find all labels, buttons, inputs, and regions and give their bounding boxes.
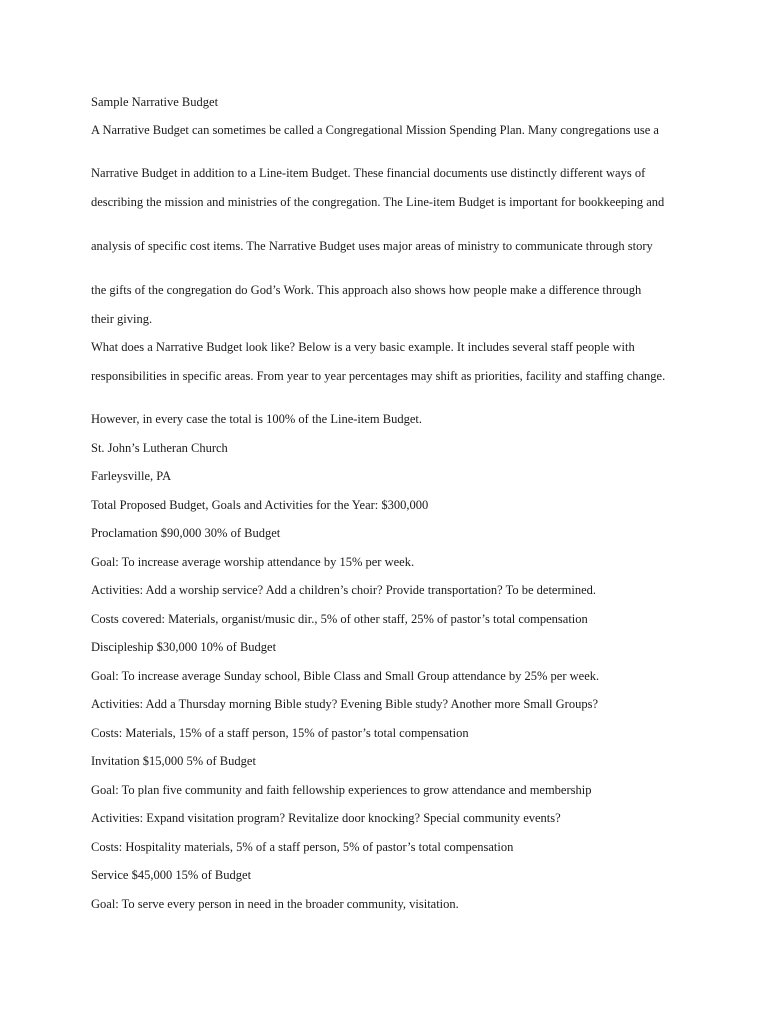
church-location: Farleysville, PA	[91, 469, 172, 483]
paragraph-line: the gifts of the congregation do God’s Work. This approach also shows how people make a difference through	[91, 283, 642, 297]
section-heading-invitation: Invitation $15,000 5% of Budget	[91, 754, 256, 768]
paragraph-line: their giving.	[91, 312, 153, 326]
goal-line: Goal: To increase average worship attendance by 15% per week.	[91, 555, 415, 569]
paragraph-line: A Narrative Budget can sometimes be called a Congregational Mission Spending Plan. Many congregations use a	[91, 123, 659, 137]
total-budget-line: Total Proposed Budget, Goals and Activities for the Year: $300,000	[91, 498, 429, 512]
church-name: St. John’s Lutheran Church	[91, 441, 228, 455]
section-heading-discipleship: Discipleship $30,000 10% of Budget	[91, 640, 277, 654]
goal-line: Goal: To plan five community and faith fellowship experiences to grow attendance and membership	[91, 783, 592, 797]
goal-line: Goal: To increase average Sunday school, Bible Class and Small Group attendance by 25% per week.	[91, 669, 600, 683]
document-title: Sample Narrative Budget	[91, 95, 219, 109]
goal-line: Goal: To serve every person in need in the broader community, visitation.	[91, 897, 459, 911]
paragraph-line: However, in every case the total is 100% of the Line-item Budget.	[91, 412, 422, 426]
paragraph-line: responsibilities in specific areas. From year to year percentages may shift as priorities, facility and staffing change.	[91, 369, 666, 383]
paragraph-line: analysis of specific cost items. The Narrative Budget uses major areas of ministry to communicate through story	[91, 239, 653, 253]
paragraph-line: What does a Narrative Budget look like? Below is a very basic example. It includes several staff people with	[91, 340, 635, 354]
costs-line: Costs: Materials, 15% of a staff person, 15% of pastor’s total compensation	[91, 726, 469, 740]
paragraph-line: describing the mission and ministries of the congregation. The Line-item Budget is important for bookkeeping and	[91, 195, 665, 209]
paragraph-line: Narrative Budget in addition to a Line-item Budget. These financial documents use distinctly different ways of	[91, 166, 646, 180]
activities-line: Activities: Add a worship service? Add a children’s choir? Provide transportation? To be determined.	[91, 583, 597, 597]
costs-line: Costs covered: Materials, organist/music dir., 5% of other staff, 25% of pastor’s total compensation	[91, 612, 588, 626]
activities-line: Activities: Add a Thursday morning Bible study? Evening Bible study? Another more Small Groups?	[91, 697, 598, 711]
section-heading-proclamation: Proclamation $90,000 30% of Budget	[91, 526, 281, 540]
activities-line: Activities: Expand visitation program? Revitalize door knocking? Special community events?	[91, 811, 561, 825]
section-heading-service: Service $45,000 15% of Budget	[91, 868, 252, 882]
costs-line: Costs: Hospitality materials, 5% of a staff person, 5% of pastor’s total compensation	[91, 840, 514, 854]
